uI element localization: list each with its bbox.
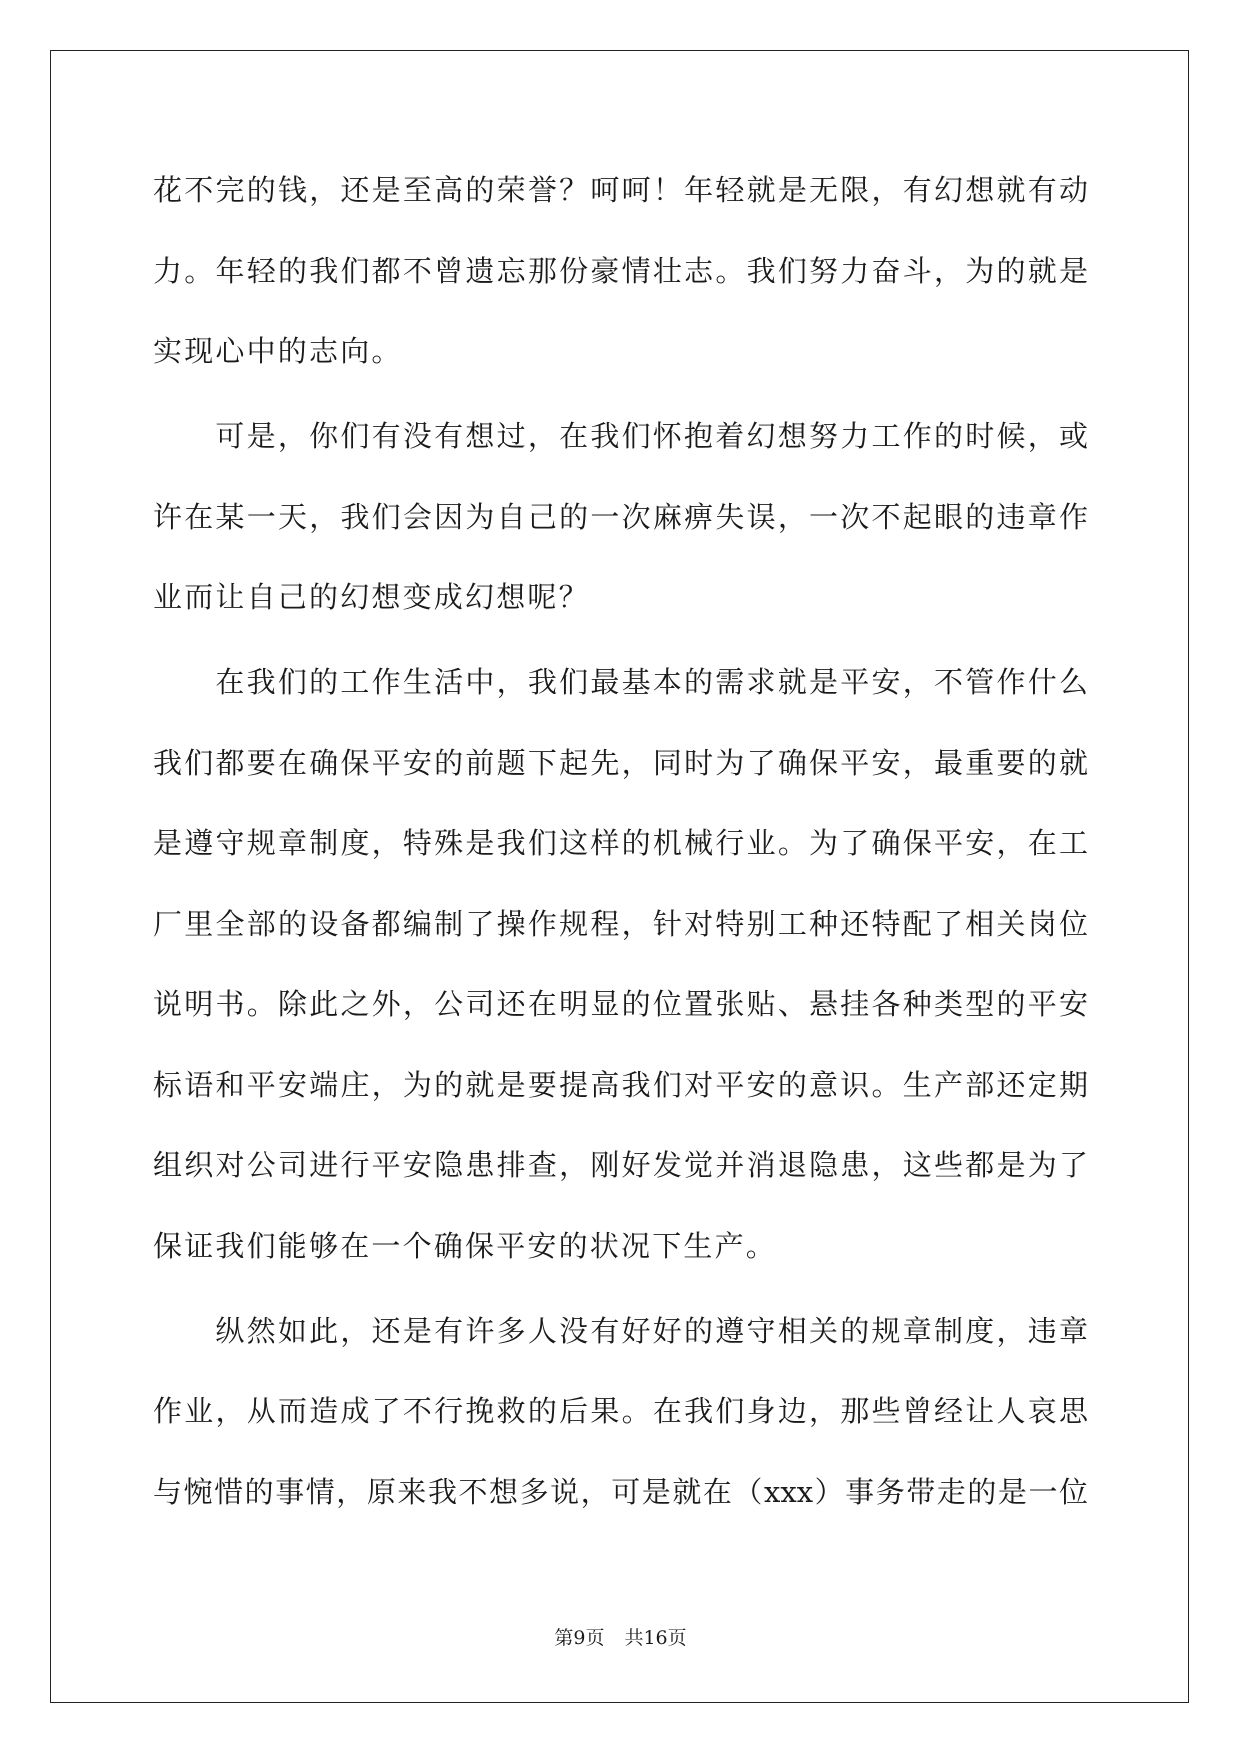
text-line: 说明书。除此之外，公司还在明显的位置张贴、悬挂各种类型的平安 [153, 987, 1088, 1021]
text-line: 组织对公司进行平安隐患排查，刚好发觉并消退隐患，这些都是为了 [153, 1148, 1088, 1182]
text-line: 实现心中的志向。 [153, 334, 403, 368]
page-total: 共16页 [624, 1627, 687, 1649]
body-text [153, 150, 1088, 1532]
text-line: 我们都要在确保平安的前题下起先，同时为了确保平安，最重要的就 [153, 745, 1088, 780]
text-line: 作业，从而造成了不行挽救的后果。在我们身边，那些曾经让人哀思 [153, 1394, 1088, 1428]
paragraph [153, 1291, 1088, 1533]
page-footer [0, 1625, 1241, 1651]
text-line: 厂里全部的设备都编制了操作规程，针对特别工种还特配了相关岗位 [153, 906, 1088, 941]
paragraph [153, 642, 1088, 1286]
text-line: 是遵守规章制度，特殊是我们这样的机械行业。为了确保平安，在工 [153, 826, 1088, 860]
text-line: 与惋惜的事情，原来我不想多说，可是就在（xxx）事务带走的是一位 [153, 1474, 1088, 1509]
paragraph [153, 396, 1088, 638]
text-line: 许在某一天，我们会因为自己的一次麻痹失误，一次不起眼的违章作 [153, 499, 1088, 534]
text-line: 业而让自己的幻想变成幻想呢？ [153, 580, 590, 614]
paragraph [153, 150, 1088, 392]
text-line: 纵然如此，还是有许多人没有好好的遵守相关的规章制度，违章 [215, 1313, 1088, 1348]
text-line: 标语和平安端庄，为的就是要提高我们对平安的意识。生产部还定期 [153, 1067, 1088, 1102]
text-line: 在我们的工作生活中，我们最基本的需求就是平安，不管作什么 [215, 665, 1088, 699]
text-line: 花不完的钱，还是至高的荣誉？呵呵！年轻就是无限，有幻想就有动 [153, 173, 1088, 207]
text-line: 保证我们能够在一个确保平安的状况下生产。 [153, 1228, 778, 1263]
text-line: 力。年轻的我们都不曾遗忘那份豪情壮志。我们努力奋斗，为的就是 [153, 253, 1088, 288]
text-line: 可是，你们有没有想过，在我们怀抱着幻想努力工作的时候，或 [215, 419, 1088, 453]
page-number: 第9页 [554, 1627, 605, 1649]
